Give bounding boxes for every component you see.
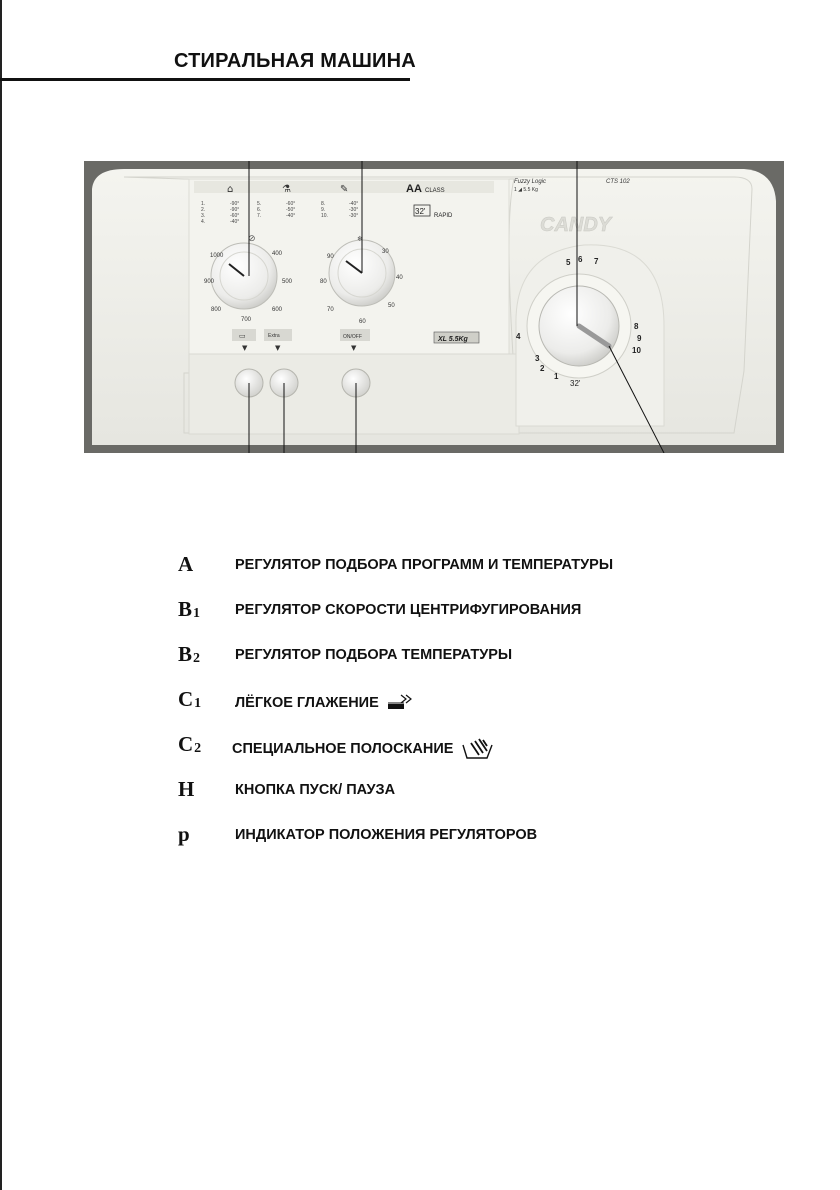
legend-code: A: [178, 552, 194, 576]
brand-logo: CANDY: [540, 214, 612, 236]
rapid-minutes: 32': [415, 207, 426, 216]
svg-text:-40°: -40°: [230, 219, 240, 225]
legend-text: РЕГУЛЯТОР СКОРОСТИ ЦЕНТРИФУГИРОВАНИЯ: [235, 602, 582, 618]
svg-text:XL 5.5Kg: XL 5.5Kg: [438, 336, 468, 343]
legend-row-b2: [178, 642, 798, 687]
legend-row-c2: [178, 732, 798, 777]
cotton-icon: ⌂: [227, 184, 234, 195]
rapid-label: RAPID: [434, 213, 453, 219]
special-rinse-icon: [461, 737, 495, 761]
easy-iron-icon: [387, 692, 415, 714]
legend-text: КНОПКА ПУСК/ ПАУЗА: [235, 782, 396, 798]
legend-row-p: [178, 822, 798, 867]
svg-text:7.: 7.: [257, 213, 262, 219]
svg-text:40: 40: [396, 275, 403, 281]
svg-text:-30°: -30°: [349, 207, 359, 213]
svg-text:1000: 1000: [210, 253, 224, 259]
legend-code: $B_2$: [178, 642, 201, 666]
svg-text:▼: ▼: [275, 344, 281, 352]
svg-text:400: 400: [272, 251, 283, 257]
svg-text:-40°: -40°: [286, 213, 296, 219]
svg-text:700: 700: [241, 317, 252, 323]
synthetic-icon: ⚗: [282, 184, 291, 195]
svg-text:3.: 3.: [201, 213, 206, 219]
svg-text:600: 600: [272, 307, 283, 313]
legend-code: p: [178, 822, 190, 846]
class-label: AA: [406, 183, 422, 195]
svg-text:-40°: -40°: [349, 201, 359, 207]
svg-text:10: 10: [632, 346, 641, 355]
svg-text:500: 500: [282, 279, 293, 285]
wool-icon: ✎: [340, 184, 349, 195]
svg-text:800: 800: [211, 307, 222, 313]
svg-text:7: 7: [594, 257, 599, 266]
page-title: СТИРАЛЬНАЯ МАШИНА: [174, 50, 416, 72]
legend-row-a: [178, 552, 798, 597]
svg-text:30: 30: [382, 249, 389, 255]
svg-text:▼: ▼: [242, 344, 248, 352]
svg-text:9: 9: [637, 334, 642, 343]
svg-text:10.: 10.: [321, 213, 328, 219]
svg-text:1: 1: [554, 372, 559, 381]
legend-list: [178, 552, 798, 867]
legend-code: $B_1$: [178, 597, 201, 621]
svg-text:60: 60: [359, 319, 366, 325]
svg-text:-90°: -90°: [230, 201, 240, 207]
svg-text:70: 70: [327, 307, 334, 313]
model-label: CTS 102: [606, 179, 630, 185]
svg-text:90: 90: [327, 254, 334, 260]
title-underline: [0, 78, 410, 81]
legend-row-h: [178, 777, 798, 822]
svg-text:-60°: -60°: [230, 213, 240, 219]
extra-label: Extra: [268, 333, 280, 339]
svg-text:2.: 2.: [201, 207, 206, 213]
svg-text:⊘: ⊘: [248, 234, 256, 244]
svg-text:▼: ▼: [351, 344, 357, 352]
svg-text:32': 32': [570, 379, 581, 388]
svg-text:5.: 5.: [257, 201, 262, 207]
svg-text:❄: ❄: [357, 235, 363, 243]
page-left-rule: [0, 0, 2, 1190]
svg-text:3: 3: [535, 354, 540, 363]
svg-text:2: 2: [540, 364, 545, 373]
legend-text: РЕГУЛЯТОР ПОДБОРА ТЕМПЕРАТУРЫ: [235, 647, 513, 663]
legend-code: $C_1$: [178, 687, 202, 711]
svg-text:4: 4: [516, 332, 521, 341]
fuzzy-logic-label: Fuzzy Logic: [514, 179, 547, 185]
svg-text:50: 50: [388, 303, 395, 309]
legend-row-b1: [178, 597, 798, 642]
onoff-label: ON/OFF: [343, 334, 362, 340]
svg-text:1.: 1.: [201, 201, 206, 207]
svg-text:6.: 6.: [257, 207, 262, 213]
legend-text: СПЕЦИАЛЬНОЕ ПОЛОСКАНИЕ: [232, 740, 454, 757]
svg-text:4.: 4.: [201, 219, 206, 225]
svg-text:-50°: -50°: [286, 207, 296, 213]
svg-text:5: 5: [566, 258, 571, 267]
svg-text:-30°: -30°: [349, 213, 359, 219]
svg-text:8: 8: [634, 322, 639, 331]
legend-row-c1: [178, 687, 798, 732]
legend-code: $C_2$: [178, 732, 202, 756]
legend-code: H: [178, 777, 195, 801]
legend-text: ЛЁГКОЕ ГЛАЖЕНИЕ: [235, 694, 379, 711]
svg-text:-90°: -90°: [230, 207, 240, 213]
easy-iron-icon: ▭: [239, 332, 246, 340]
svg-text:80: 80: [320, 279, 327, 285]
control-panel-photo: [84, 161, 784, 453]
svg-text:900: 900: [204, 279, 215, 285]
svg-text:8.: 8.: [321, 201, 326, 207]
svg-text:6: 6: [578, 255, 583, 264]
capacity-small: 1 ◢ 5.5 Kg: [514, 187, 538, 193]
svg-text:-60°: -60°: [286, 201, 296, 207]
legend-text: РЕГУЛЯТОР ПОДБОРА ПРОГРАММ И ТЕМПЕРАТУРЫ: [235, 557, 614, 573]
legend-text: ИНДИКАТОР ПОЛОЖЕНИЯ РЕГУЛЯТОРОВ: [235, 827, 538, 843]
svg-text:9.: 9.: [321, 207, 326, 213]
class-suffix: CLASS: [425, 188, 445, 194]
